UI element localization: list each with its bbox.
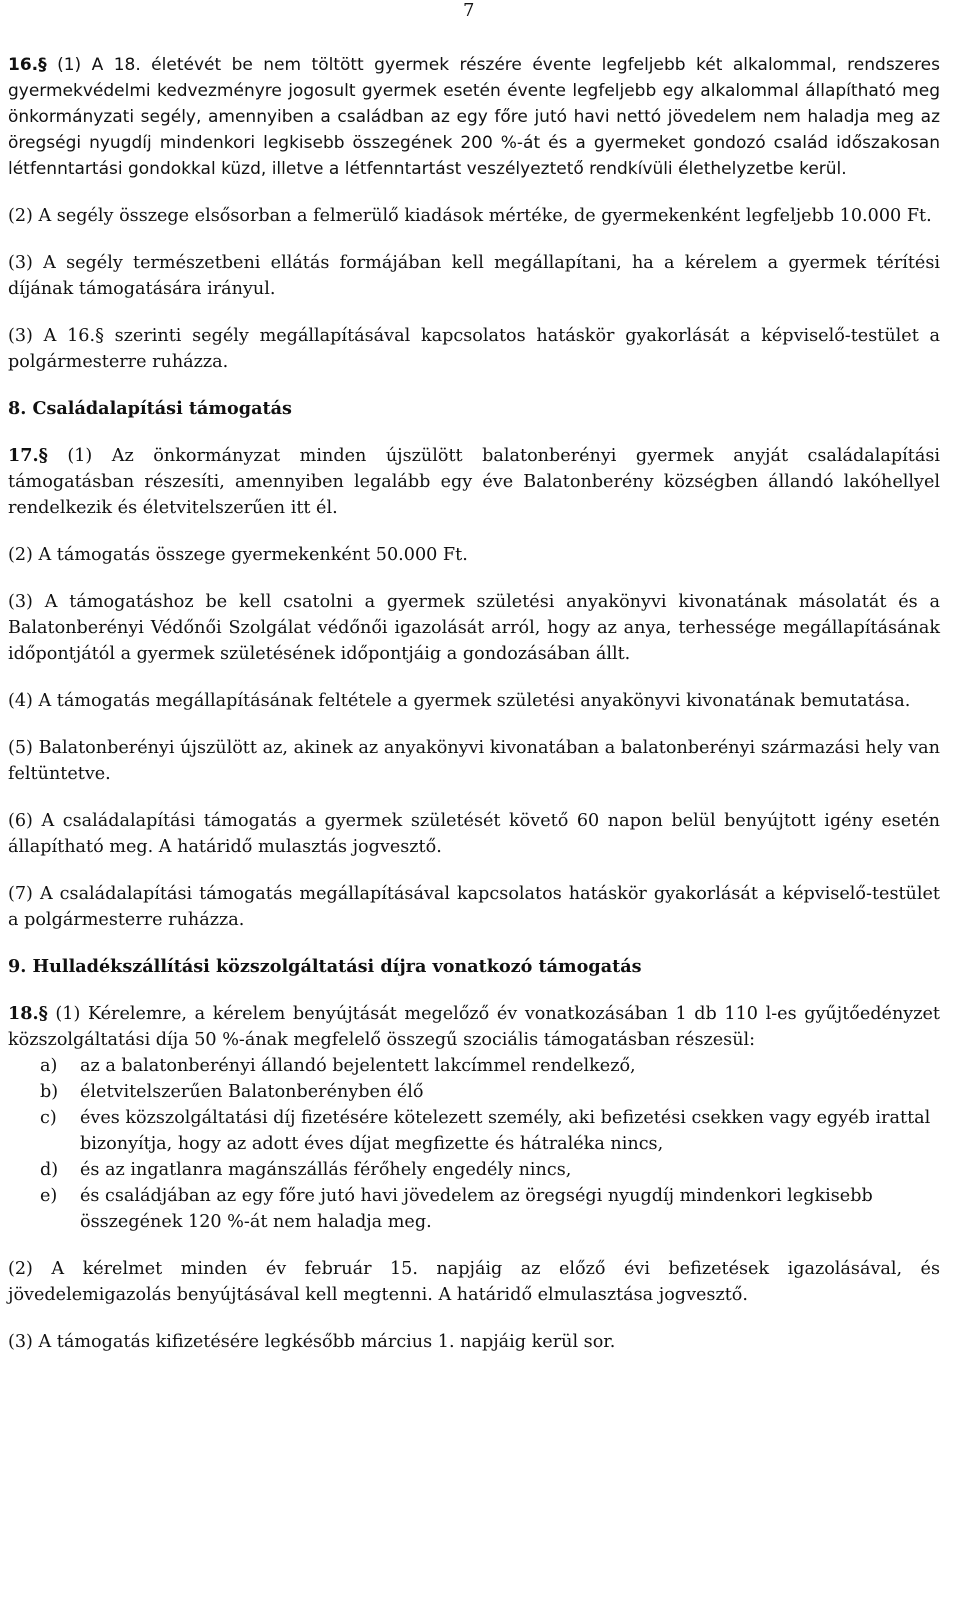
section-18-paragraph-2: (2) A kérelmet minden év február 15. napjáig az előző évi befizetések igazolásával, és jövedelemigazolás benyújtásával kell megtenni. A határidő elmulasztása jogvesztő. — [8, 1259, 940, 1305]
list-item-text: és az ingatlanra magánszállás férőhely engedély nincs, — [80, 1160, 572, 1180]
list-item — [8, 1157, 940, 1183]
list-item-label: a) — [40, 1056, 58, 1076]
section-18-paragraph-3: (3) A támogatás kifizetésére legkésőbb március 1. napjáig kerül sor. — [8, 1332, 616, 1352]
section-18-paragraph-1 — [8, 1001, 940, 1053]
list-item-label: d) — [40, 1160, 59, 1180]
list-item-text: és családjában az egy főre jutó havi jövedelem az öregségi nyugdíj mindenkori legkisebb összegének 120 %-át nem haladja meg. — [80, 1186, 873, 1232]
page-number: 7 — [463, 0, 475, 21]
section-16-paragraph-1 — [8, 52, 940, 182]
section-17-paragraph-5: (5) Balatonberényi újszülött az, akinek az anyakönyvi kivonatában a balatonberényi származási hely van feltüntetve. — [8, 738, 940, 784]
section-17-paragraph-1 — [8, 443, 940, 521]
heading-8: 8. Családalapítási támogatás — [8, 398, 292, 419]
section-17-paragraph-3: (3) A támogatáshoz be kell csatolni a gyermek születési anyakönyvi kivonatának másolatát és a Balatonberényi Védőnői Szolgálat védőnői igazolását arról, hogy az anya, terhessége megállapításának időpontjától a gyermek születésének időpontjáig a gondozásában állt. — [8, 592, 940, 664]
section-18-number: 18.§ — [8, 1003, 48, 1024]
section-16-paragraph-4: (3) A 16.§ szerinti segély megállapításával kapcsolatos hatáskör gyakorlását a képviselő-testület a polgármesterre ruházza. — [8, 326, 940, 372]
list-item-text: éves közszolgáltatási díj fizetésére kötelezett személy, aki befizetési csekken vagy egyéb irattal bizonyítja, hogy az adott éves díjat megfizette és hátraléka nincs, — [80, 1108, 931, 1154]
section-16-text-1: (1) A 18. életévét be nem töltött gyermek részére évente legfeljebb két alkalommal, rendszeres gyermekvédelmi kedvezményre jogosult gyermek esetén évente legfeljebb egy alkalommal állapítható meg önkormányzati segély, amennyiben a családban az egy főre jutó havi nettó jövedelem nem haladja meg az öregségi nyugdíj mindenkori legkisebb összegének 200 %-át és a gyermeket gondozó család időszakosan létfenntartási gondokkal küzd, illetve a létfenntartást veszélyeztető rendkívüli élethelyzetbe kerül. — [8, 55, 940, 179]
section-17-paragraph-6: (6) A családalapítási támogatás a gyermek születését követő 60 napon belül benyújtott igény esetén állapítható meg. A határidő mulasztás jogvesztő. — [8, 811, 940, 857]
section-16-paragraph-2: (2) A segély összege elsősorban a felmerülő kiadások mértéke, de gyermekenként legfeljebb 10.000 Ft. — [8, 206, 932, 226]
heading-9: 9. Hulladékszállítási közszolgáltatási díjra vonatkozó támogatás — [8, 956, 642, 977]
list-item — [8, 1079, 940, 1105]
section-18-text-1: (1) Kérelemre, a kérelem benyújtását megelőző év vonatkozásában 1 db 110 l-es gyűjtőedényzet közszolgáltatási díja 50 %-ának megfelelő összegű szociális támogatásban részesül: — [8, 1004, 940, 1050]
section-17-paragraph-7: (7) A családalapítási támogatás megállapításával kapcsolatos hatáskör gyakorlását a képviselő-testület a polgármesterre ruházza. — [8, 884, 940, 930]
list-item — [8, 1053, 940, 1079]
section-17-paragraph-4: (4) A támogatás megállapításának feltétele a gyermek születési anyakönyvi kivonatának bemutatása. — [8, 691, 911, 711]
list-item-label: e) — [40, 1186, 58, 1206]
section-17-paragraph-2: (2) A támogatás összege gyermekenként 50.000 Ft. — [8, 545, 468, 565]
section-16-number: 16.§ — [8, 55, 47, 75]
list-item-text: az a balatonberényi állandó bejelentett lakcímmel rendelkező, — [80, 1056, 636, 1076]
document-body — [8, 52, 940, 1355]
list-item-label: b) — [40, 1082, 59, 1102]
list-item-label: c) — [40, 1108, 57, 1128]
section-18-condition-list — [8, 1053, 940, 1235]
list-item — [8, 1105, 940, 1157]
section-16-paragraph-3: (3) A segély természetbeni ellátás formájában kell megállapítani, ha a kérelem a gyermek térítési díjának támogatására irányul. — [8, 253, 940, 299]
list-item-text: életvitelszerűen Balatonberényben élő — [80, 1082, 424, 1102]
section-17-number: 17.§ — [8, 445, 48, 466]
list-item — [8, 1183, 940, 1235]
section-17-text-1: (1) Az önkormányzat minden újszülött balatonberényi gyermek anyját családalapítási támogatásban részesíti, amennyiben legalább egy éve Balatonberény községben állandó lakóhellyel rendelkezik és életvitelszerűen itt él. — [8, 446, 941, 518]
